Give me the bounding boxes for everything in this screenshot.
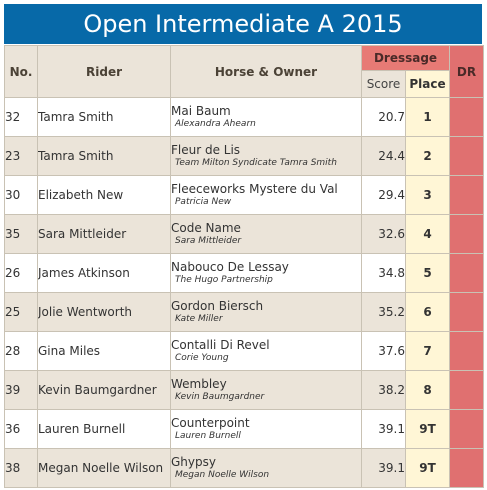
horse-owner-cell — [171, 254, 362, 293]
rider-number: 28 — [5, 332, 38, 371]
rider-number: 26 — [5, 254, 38, 293]
owner-name: Patricia New — [175, 197, 232, 207]
rider-number: 30 — [5, 176, 38, 215]
dressage-score: 35.2 — [362, 293, 406, 332]
rider-name: Megan Noelle Wilson — [38, 449, 171, 488]
owner-name: Megan Noelle Wilson — [175, 470, 270, 480]
table-row — [5, 215, 484, 254]
dressage-place: 8 — [406, 371, 450, 410]
table-row — [5, 137, 484, 176]
header-place: Place — [406, 71, 450, 98]
horse-owner-cell — [171, 137, 362, 176]
owner-name: Sara Mittleider — [175, 236, 242, 246]
dr-cell — [450, 98, 484, 137]
horse-name: Fleeceworks Mystere du Val — [171, 182, 338, 196]
dressage-score: 20.7 — [362, 98, 406, 137]
dr-cell — [450, 449, 484, 488]
owner-name: Corie Young — [175, 353, 229, 363]
rider-number: 36 — [5, 410, 38, 449]
owner-name: Kevin Baumgardner — [175, 392, 265, 402]
dressage-score: 39.1 — [362, 449, 406, 488]
table-row — [5, 98, 484, 137]
rider-name: James Atkinson — [38, 254, 171, 293]
rider-number: 35 — [5, 215, 38, 254]
results-body — [5, 98, 484, 488]
rider-name: Elizabeth New — [38, 176, 171, 215]
header-rider: Rider — [38, 46, 171, 98]
dressage-place: 2 — [406, 137, 450, 176]
owner-name: Team Milton Syndicate Tamra Smith — [175, 158, 337, 168]
header-score: Score — [362, 71, 406, 98]
horse-owner-cell — [171, 449, 362, 488]
horse-owner-cell — [171, 293, 362, 332]
header-dressage: Dressage — [362, 46, 450, 71]
dressage-score: 39.1 — [362, 410, 406, 449]
horse-owner-cell — [171, 410, 362, 449]
dr-cell — [450, 332, 484, 371]
horse-name: Counterpoint — [171, 416, 250, 430]
owner-name: Lauren Burnell — [175, 431, 241, 441]
rider-name: Sara Mittleider — [38, 215, 171, 254]
horse-name: Fleur de Lis — [171, 143, 241, 157]
horse-owner-cell — [171, 332, 362, 371]
rider-name: Tamra Smith — [38, 137, 171, 176]
results-table — [4, 45, 484, 488]
owner-name: Kate Miller — [175, 314, 223, 324]
rider-name: Jolie Wentworth — [38, 293, 171, 332]
dr-cell — [450, 293, 484, 332]
horse-name: Code Name — [171, 221, 241, 235]
table-row — [5, 371, 484, 410]
dressage-score: 32.6 — [362, 215, 406, 254]
rider-name: Lauren Burnell — [38, 410, 171, 449]
dr-cell — [450, 371, 484, 410]
horse-owner-cell — [171, 176, 362, 215]
dressage-place: 5 — [406, 254, 450, 293]
dr-cell — [450, 410, 484, 449]
dressage-score: 34.8 — [362, 254, 406, 293]
rider-name: Kevin Baumgardner — [38, 371, 171, 410]
dressage-place: 9T — [406, 449, 450, 488]
table-row — [5, 254, 484, 293]
dressage-score: 29.4 — [362, 176, 406, 215]
table-row — [5, 332, 484, 371]
dressage-place: 9T — [406, 410, 450, 449]
page-title: Open Intermediate A 2015 — [4, 4, 482, 44]
header-no: No. — [5, 46, 38, 98]
horse-name: Nabouco De Lessay — [171, 260, 289, 274]
table-row — [5, 176, 484, 215]
dressage-place: 1 — [406, 98, 450, 137]
rider-number: 32 — [5, 98, 38, 137]
header-dr: DR — [450, 46, 484, 98]
rider-number: 25 — [5, 293, 38, 332]
horse-owner-cell — [171, 215, 362, 254]
rider-number: 23 — [5, 137, 38, 176]
dressage-place: 4 — [406, 215, 450, 254]
horse-owner-cell — [171, 371, 362, 410]
dr-cell — [450, 137, 484, 176]
horse-name: Ghypsy — [171, 455, 216, 469]
horse-name: Wembley — [171, 377, 227, 391]
dressage-score: 38.2 — [362, 371, 406, 410]
dressage-score: 37.6 — [362, 332, 406, 371]
dressage-score: 24.4 — [362, 137, 406, 176]
horse-name: Contalli Di Revel — [171, 338, 270, 352]
owner-name: The Hugo Partnership — [175, 275, 273, 285]
dr-cell — [450, 254, 484, 293]
horse-owner-cell — [171, 98, 362, 137]
table-row — [5, 293, 484, 332]
rider-number: 39 — [5, 371, 38, 410]
rider-name: Gina Miles — [38, 332, 171, 371]
dressage-place: 3 — [406, 176, 450, 215]
dr-cell — [450, 176, 484, 215]
rider-number: 38 — [5, 449, 38, 488]
owner-name: Alexandra Ahearn — [175, 119, 256, 129]
table-row — [5, 410, 484, 449]
header-horse-owner: Horse & Owner — [171, 46, 362, 98]
dressage-place: 6 — [406, 293, 450, 332]
horse-name: Gordon Biersch — [171, 299, 264, 313]
dr-cell — [450, 215, 484, 254]
table-row — [5, 449, 484, 488]
rider-name: Tamra Smith — [38, 98, 171, 137]
horse-name: Mai Baum — [171, 104, 231, 118]
dressage-place: 7 — [406, 332, 450, 371]
